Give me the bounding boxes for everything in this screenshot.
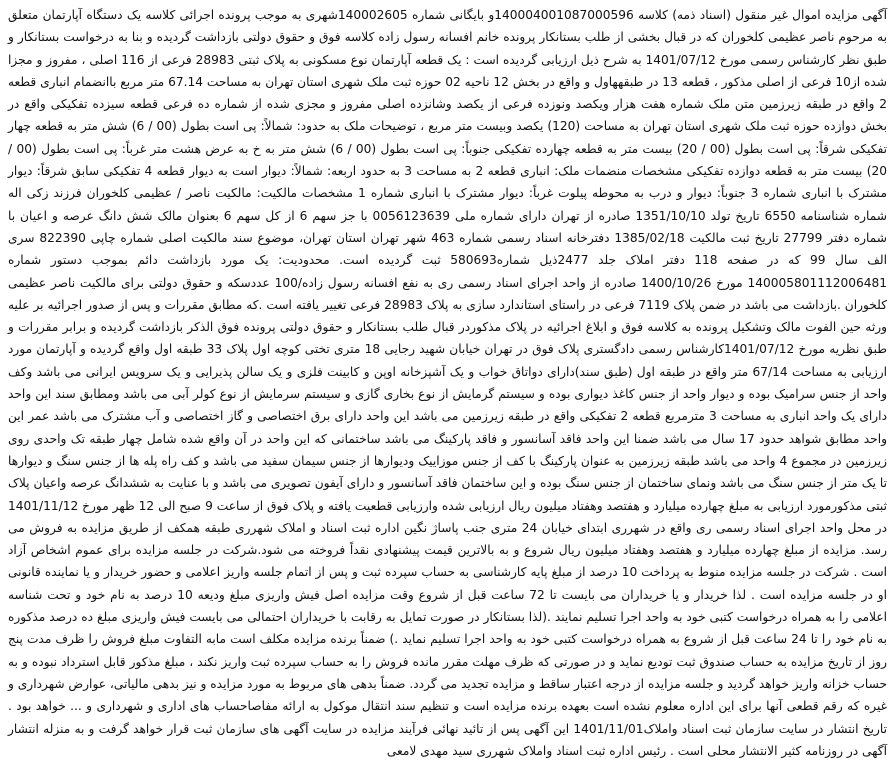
- auction-notice-text: آگهی مزایده اموال غیر منقول (اسناد ذمه) کلاسه 140004001087000596و بایگانی شماره 140002605شهری به موجب پرونده اجرائی کلاسه یک دستگاه آپارتمان متعلق به مرحوم ناصر عظیمی کلخوران که در قبال بخشی از طلب بستانکار پرونده خانم افسانه رسول زاده کلاسه فوق و حقوق دولتی بازداشت گردیده و بنا به درخواست بستانکار و طبق نظر کارشناس رسمی مورخ 1401/07/12 به شرح ذیل ارزیابی گردیده است : یک قطعه آپارتمان نوع مسکونی به پلاک ثبتی 28983 فرعی از 116 اصلی ، مفروز و مجزا شده از10 فرعی از اصلی مذکور ، قطعه 13 در طبقههاول و واقع در بخش 12 ناحیه 02 حوزه ثبت ملک شهری استان تهران به مساحت 67.14 متر مربع باانضمام انباری قطعه 2 واقع در طبقه زیرزمین متن ملک شماره هفت هزار ویکصد ونوزده فرعی از یکصد وشانزده اصلی مفروز و مجزی شده از شماره ده فرعی قطعه سیزده تفکیکی واقع در بخش دوازده حوزه ثبت ملک شهری استان تهران به مساحت (120) یکصد وبیست متر مربع ، توضیحات ملک به حدود: شمالاً: پی است بطول (00 / 6) شش متر به قطعه چهار تفکیکی شرقاً: پی است بطول (00 / 20) بیست متر به قطعه چهارده تفکیکی جنوباً: پی است بطول (00 / 6) شش متر به خ به عرض هشت متر غرباً: پی است بطول (00 / 20) بیست متر به قطعه دوازده تفکیکی مشخصات منضمات ملک: انباری قطعه 2 به مساحت 3 به حدود اربعه: شمالاً: دیوار است به دیوار قطعه 4 تفکیکی سابق شرقاً: دیوار مشترک با انباری شماره 3 جنوباً: دیوار و درب به محوطه پیلوت غرباً: دیوار مشترک با انباری شماره 1 مشخصات مالکیت: مالکیت ناصر / عظیمی کلخوران فرزند زکی اله شماره شناسنامه 6550 تاریخ تولد 1351/10/10 صادره از تهران دارای شماره ملی 0056123639 با جز سهم 6 از کل سهم 6 بعنوان مالک شش دانگ عرصه و اعیان با شماره دفتر 27799 تاریخ ثبت مالکیت 1385/02/18 دفترخانه اسناد رسمی شماره 463 شهر تهران استان تهران، موضوع سند مالکیت اصلی شماره چاپی 822390 سری الف سال 99 که در صفحه 118 دفتر املاک جلد 2477ذیل شماره580693 ثبت گردیده است. محدودیت: یک مورد بازداشت دائم بموجب دستور شماره 140005801112006481 مورخ 1400/10/26 صادره از واحد اجرای اسناد رسمی ری به نفع افسانه رسول زاده/100 عددسکه و حقوق دولتی برای مالکیت ناصر عظیمی کلخوران .بازداشت می باشد در ضمن پلاک 7119 فرعی در راستای استاندارد سازی به پلاک 28983 فرعی تغییر یافته است .که مطابق مقررات و پس از صدور اجرائیه بر علیه ورثه حین الفوت مالک وتشکیل پرونده به کلاسه فوق و ابلاغ اجرائیه در پلاک مذکوردر قبال طلب بستانکار و حقوق دولتی پرونده فوق الذکر بازداشت گردیده و برابر مقررات و طبق نظریه مورخ 1401/07/12کارشناس رسمی دادگستری پلاک فوق در تهران خیابان شهید رجایی 18 متری تختی کوچه اول پلاک 33 طبقه اول واقع گردیده و آپارتمان مورد ارزیابی به مساحت 67/14 متر واقع در طبقه اول (طبق سند)دارای دواتاق خواب و یک آشپزخانه اوپن و کابینت فلزی و یک سالن پذیرایی و یک سرویس ایرانی می باشد وکف واحد از جنس سرامیک بوده و دیوار واحد از جنس کاغذ دیواری بوده و سیستم گرمایش از نوع بخاری گازی و سیستم سرمایش از نوع کولر آبی می باشد ومطابق سند این واحد دارای یک واحد انباری به مساحت 3 مترمربع قطعه 2 تفکیکی واقع در طبقه زیرزمین می باشد این واحد دارای برق اختصاصی و گاز اختصاصی و آب مشترک می باشد عمر این واحد مطابق شواهد حدود 17 سال می باشد ضمنا این واحد فاقد آسانسور و فاقد پارکینگ می باشد ساختمانی که این واحد در آن واقع شده شامل چهار طبقه تک واحدی روی زیرزمین در مجموع 4 واحد می باشد طبقه زیرزمین به عنوان پارکینگ با کف از جنس موزاییک ودیوارها از جنس سیمان سفید می باشد و کف راه پله ها از جنس سنگ و دیوارها تا یک متر از جنس سنگ می باشد ونمای ساختمان از جنس سنگ بوده و این ساختمان فاقد آسانسور و دارای آیفون تصویری می باشد و با عنایت به ششدانگ عرصه واعیان پلاک ثبتی مذکورمورد ارزیابی به مبلغ چهارده میلیارد و هفتصد وهفتاد میلیون ریال ارزیابی شده وارزیابی قطعیت یافته و پلاک فوق از ساعت 9 صبح الی 12 ظهر مورخ 1401/11/12 در محل واحد اجرای اسناد رسمی ری واقع در شهرری ابتدای خیابان 24 متری جنب پاساژ نگین اداره ثبت اسناد و املاک شهرری طبقه همکف از طریق مزایده به فروش می رسد. مزایده از مبلغ چهارده میلیارد و هفتصد وهفتاد میلیون ریال شروع و به بالاترین قیمت پیشنهادی نقداً فروخته می شود.شرکت در جلسه مزایده برای عموم اشخاص آزاد است . شرکت در جلسه مزایده منوط به پرداخت 10 درصد از مبلغ پایه کارشناسی به حساب سپرده ثبت و پس از اتمام جلسه واریز اعلامی و حضور خریدار و یا نماینده قانونی او در جلسه مزایده است . لذا خریدار و یا خریداران می بایست تا 72 ساعت قبل از شروع وقت مزایده اصل فیش واریزی مبلغ ودیعه 10 درصد به نام خود و تحت شناسه اعلامی را به همراه درخواست کتبی خود به واحد اجرا تسلیم نمایند .(لذا بستانکار در صورت تمایل به رقابت با خریداران احتمالی می بایست فیش واریزی مبلغ ده درصد مذکوره به نام خود را تا 24 ساعت قبل از شروع به همراه درخواست کتبی خود به واحد اجرا تسلیم نماید .) ضمناً برنده مزایده مکلف است مابه التفاوت مبلغ فروش را ظرف مدت پنج روز از تاریخ مزایده به حساب صندوق ثبت تودیع نماید و در صورتی که ظرف مهلت مقرر مانده فروش را به حساب سپرده ثبت واریز نکند ، مبلغ مذکور قابل استرداد نبوده و به حساب خزانه واریز خواهد گردید و جلسه مزایده از درجه اعتبار ساقط و مزایده تجدید می گردد. ضمناً بدهی های مربوط به مورد مزایده و نیز بدهی مالیاتی، عوارض شهرداری و غیره که رقم قطعی آنها برای این اداره معلوم نشده است بعهده برنده مزایده است و تنظیم سند انتقال موکول به ارائه مفاصاحساب های اداری و شهرداری و ... خواهد بود . تاریخ انتشار در سایت سازمان ثبت اسناد واملاک1401/11/01 این آگهی پس از تائید نهائی فرآیند مزایده در سایت آگهی های سازمان ثبت قرار خواهد گرفت و به منزله انتشار آگهی در روزنامه کثیر الانتشار محلی است . رئیس اداره ثبت اسناد واملاک شهرری سید مهدی لامعی: [8, 8, 888, 758]
